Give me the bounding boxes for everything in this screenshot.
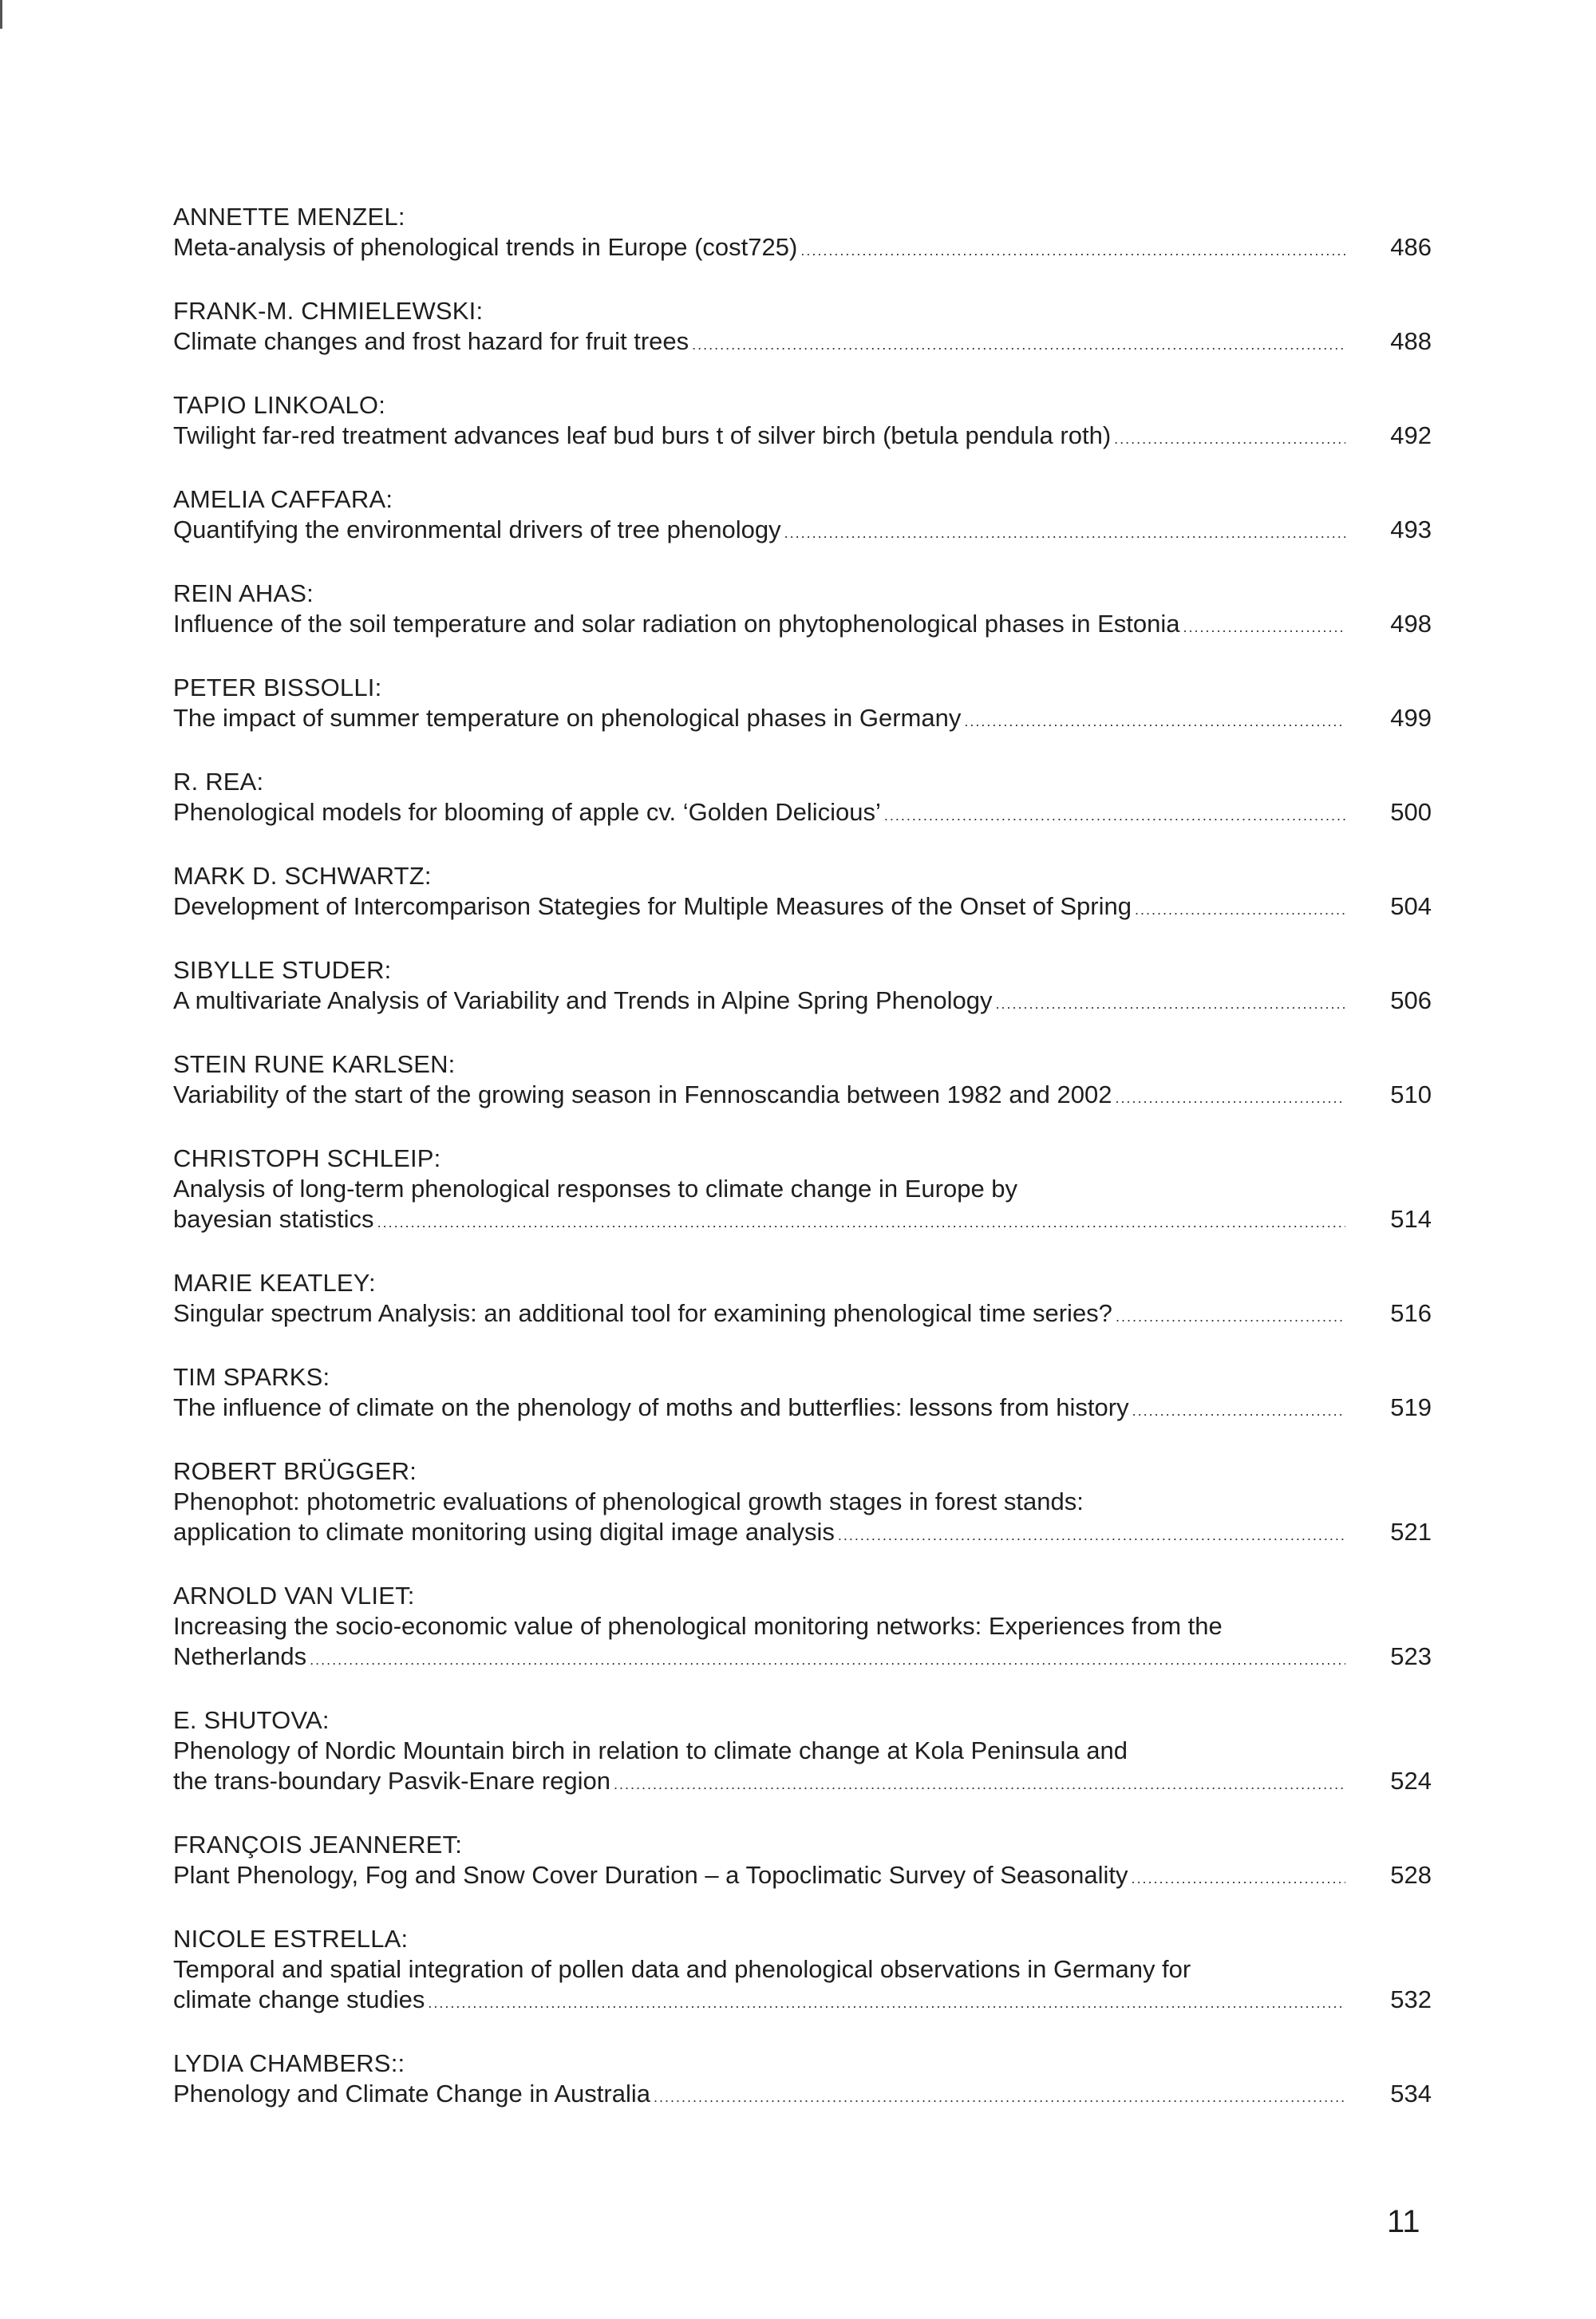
entry-title-line <box>173 1080 1432 1113</box>
entry-title: Analysis of long-term phenological responses to climate change in Europe by <box>173 1175 1018 1203</box>
toc-entry <box>173 579 1432 642</box>
entry-title-line <box>173 1517 1432 1551</box>
entry-title-line <box>173 609 1432 642</box>
entry-title: A multivariate Analysis of Variability and Trends in Alpine Spring Phenology <box>173 986 993 1014</box>
entry-page-number: 528 <box>1390 1861 1432 1889</box>
page-number: 11 <box>1387 2204 1420 2239</box>
entry-title-line <box>173 515 1432 548</box>
entry-title: Development of Intercomparison Stategies for Multiple Measures of the Onset of Spring <box>173 892 1132 920</box>
entry-title-line <box>173 1985 1432 2018</box>
dot-leader <box>614 1769 1345 1799</box>
entry-author: AMELIA CAFFARA: <box>173 485 393 513</box>
entry-title: The impact of summer temperature on phenological phases in Germany <box>173 704 962 732</box>
entry-title: bayesian statistics <box>173 1205 374 1233</box>
toc-entry <box>173 484 1432 548</box>
dot-leader <box>1131 1863 1345 1894</box>
entry-title-line <box>173 703 1432 737</box>
entry-title: Singular spectrum Analysis: an additional tool for examining phenological time series? <box>173 1299 1112 1327</box>
entry-title: Meta-analysis of phenological trends in Europe (cost725) <box>173 233 798 261</box>
entry-author: TAPIO LINKOALO: <box>173 391 386 419</box>
entry-page-number: 500 <box>1390 798 1432 826</box>
entry-page-number: 519 <box>1390 1393 1432 1421</box>
toc-entry <box>173 202 1432 266</box>
dot-leader <box>1183 612 1346 642</box>
entry-title-line <box>173 1487 1432 1517</box>
entry-title: Phenology and Climate Change in Australia <box>173 2080 650 2108</box>
entry-title-line <box>173 1954 1432 1985</box>
dot-leader <box>1116 1302 1345 1332</box>
entry-title-line <box>173 232 1432 266</box>
toc-entry <box>173 390 1432 454</box>
toc-entry <box>173 1924 1432 2018</box>
entry-title: Influence of the soil temperature and solar radiation on phytophenological phases in Estonia <box>173 610 1180 638</box>
dot-leader <box>1116 1083 1346 1113</box>
toc-entry <box>173 1268 1432 1332</box>
entry-author: FRANK-M. CHMIELEWSKI: <box>173 297 484 325</box>
entry-title: Variability of the start of the growing season in Fennoscandia between 1982 and 2002 <box>173 1080 1112 1108</box>
entry-title: Phenology of Nordic Mountain birch in relation to climate change at Kola Peninsula and <box>173 1736 1128 1764</box>
entry-page-number: 492 <box>1390 421 1432 449</box>
entry-page-number: 488 <box>1390 327 1432 355</box>
entry-title: climate change studies <box>173 1985 425 2013</box>
entry-page-number: 523 <box>1390 1642 1432 1670</box>
entry-author: FRANÇOIS JEANNERET: <box>173 1831 463 1859</box>
toc-entry <box>173 767 1432 831</box>
toc-entry <box>173 296 1432 360</box>
entry-author: TIM SPARKS: <box>173 1363 330 1391</box>
entry-title: Phenological models for blooming of apple cv. ‘Golden Delicious’ <box>173 798 881 826</box>
entry-page-number: 524 <box>1390 1767 1432 1795</box>
entry-page-number: 532 <box>1390 1985 1432 2013</box>
entry-title-line <box>173 2079 1432 2112</box>
dot-leader <box>692 330 1345 360</box>
entry-page-number: 521 <box>1390 1518 1432 1546</box>
dot-leader <box>884 800 1345 831</box>
scan-edge-mark <box>0 0 2 29</box>
entry-title-line <box>173 326 1432 360</box>
toc-entry <box>173 1581 1432 1675</box>
dot-leader <box>1114 424 1345 454</box>
entry-page-number: 493 <box>1390 516 1432 543</box>
entry-title: application to climate monitoring using digital image analysis <box>173 1518 835 1546</box>
dot-leader <box>310 1645 1345 1675</box>
entry-title-line <box>173 797 1432 831</box>
entry-author: SIBYLLE STUDER: <box>173 956 392 984</box>
entry-author: MARK D. SCHWARTZ: <box>173 862 432 890</box>
entry-author: LYDIA CHAMBERS:: <box>173 2049 405 2077</box>
toc-entry <box>173 1362 1432 1426</box>
entry-title: Plant Phenology, Fog and Snow Cover Duration – a Topoclimatic Survey of Seasonality <box>173 1861 1128 1889</box>
dot-leader <box>784 518 1345 548</box>
entry-author: ROBERT BRÜGGER: <box>173 1457 417 1485</box>
entry-title-line <box>173 986 1432 1019</box>
entry-title: Increasing the socio-economic value of phenological monitoring networks: Experiences from the <box>173 1612 1223 1640</box>
entry-page-number: 499 <box>1390 704 1432 732</box>
entry-author: PETER BISSOLLI: <box>173 674 382 701</box>
entry-author: NICOLE ESTRELLA: <box>173 1925 409 1953</box>
entry-page-number: 516 <box>1390 1299 1432 1327</box>
toc-entry <box>173 1830 1432 1894</box>
entry-author: E. SHUTOVA: <box>173 1706 330 1734</box>
entry-title-line <box>173 1204 1432 1238</box>
entry-page-number: 514 <box>1390 1205 1432 1233</box>
dot-leader <box>1135 895 1345 925</box>
entry-title-line <box>173 1611 1432 1641</box>
entry-author: STEIN RUNE KARLSEN: <box>173 1050 456 1078</box>
entry-title-line <box>173 1736 1432 1766</box>
entry-page-number: 504 <box>1390 892 1432 920</box>
entry-title-line <box>173 891 1432 925</box>
toc-entry <box>173 1705 1432 1799</box>
entry-page-number: 486 <box>1390 233 1432 261</box>
entry-author: MARIE KEATLEY: <box>173 1269 376 1297</box>
entry-title: Twilight far-red treatment advances leaf bud burs t of silver birch (betula pendula roth) <box>173 421 1112 449</box>
dot-leader <box>377 1207 1345 1238</box>
toc-entry <box>173 1144 1432 1238</box>
toc-entry <box>173 955 1432 1019</box>
entry-title: Phenophot: photometric evaluations of phenological growth stages in forest stands: <box>173 1487 1084 1515</box>
entry-title: Netherlands <box>173 1642 307 1670</box>
entry-page-number: 506 <box>1390 986 1432 1014</box>
entry-page-number: 498 <box>1390 610 1432 638</box>
entry-title-line <box>173 1393 1432 1426</box>
toc-entry <box>173 2048 1432 2112</box>
entry-title: Temporal and spatial integration of pollen data and phenological observations in Germany for <box>173 1955 1191 1983</box>
entry-title: The influence of climate on the phenology of moths and butterflies: lessons from history <box>173 1393 1129 1421</box>
entry-author: ANNETTE MENZEL: <box>173 203 405 231</box>
dot-leader <box>995 989 1345 1019</box>
entry-title-line <box>173 1860 1432 1894</box>
toc-entry <box>173 1049 1432 1113</box>
entry-title-line <box>173 1766 1432 1799</box>
entry-title: Quantifying the environmental drivers of tree phenology <box>173 516 781 543</box>
entry-author: R. REA: <box>173 768 264 796</box>
dot-leader <box>1132 1396 1345 1426</box>
entry-title-line <box>173 1641 1432 1675</box>
entry-title: the trans-boundary Pasvik-Enare region <box>173 1767 610 1795</box>
table-of-contents <box>173 202 1432 2143</box>
dot-leader <box>654 2082 1345 2112</box>
entry-author: ARNOLD VAN VLIET: <box>173 1582 415 1610</box>
dot-leader <box>800 235 1345 266</box>
entry-author: CHRISTOPH SCHLEIP: <box>173 1144 441 1172</box>
entry-page-number: 534 <box>1390 2080 1432 2108</box>
dot-leader <box>428 1988 1345 2018</box>
entry-title-line <box>173 421 1432 454</box>
entry-page-number: 510 <box>1390 1080 1432 1108</box>
toc-entry <box>173 1456 1432 1551</box>
entry-title-line <box>173 1174 1432 1204</box>
dot-leader <box>838 1520 1345 1551</box>
entry-author: REIN AHAS: <box>173 579 314 607</box>
entry-title-line <box>173 1298 1432 1332</box>
toc-entry <box>173 861 1432 925</box>
entry-title: Climate changes and frost hazard for fruit trees <box>173 327 689 355</box>
toc-entry <box>173 673 1432 737</box>
dot-leader <box>964 706 1345 737</box>
